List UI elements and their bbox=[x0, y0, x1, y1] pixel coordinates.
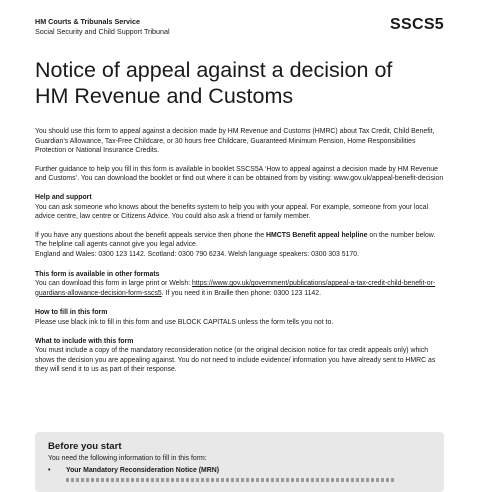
help-heading: Help and support bbox=[35, 193, 92, 201]
help-paragraph-1: You can ask someone who knows about the benefits system to help you with your appeal. For example, someone from your local advice centre, law centre or Citizens Advice. You could also ask a friend or family member. bbox=[35, 203, 429, 221]
help-p2-post: on the number below. The helpline call agents cannot give you legal advice. bbox=[35, 231, 436, 249]
fill-text: Please use black ink to fill in this form and use BLOCK CAPITALS unless the form tells you not to. bbox=[35, 318, 334, 326]
formats-link[interactable]: https://www.gov.uk/government/publications/appeal-a-tax-credit-child-benefit-or-guardians-allowance-decision-form-sscs5 bbox=[35, 280, 436, 297]
intro-paragraph-1: You should use this form to appeal against a decision made by HM Revenue and Customs (HMRC) about Tax Credit, Child Benefit, Guardian’s Allowance, Tax-Free Childcare, or 30 hours free Childcare, Guaranteed Minimum Pension, Home Responsibilities Protection or National Insurance Credits. bbox=[35, 128, 435, 155]
helpline-name: HMCTS Benefit appeal helpline bbox=[266, 231, 368, 239]
header-org bbox=[35, 17, 170, 37]
title-line-2: HM Revenue and Customs bbox=[35, 84, 294, 108]
tribunal-name: Social Security and Child Support Tribunal bbox=[35, 27, 170, 36]
page-title bbox=[35, 57, 455, 109]
formats-pre: You can download this form in large print or Welsh: bbox=[35, 280, 193, 288]
include-text: You must include a copy of the mandatory reconsideration notice (or the original decision notice for tax credit appeals only) which shows the decision you are appealing against. You do not need to include evidence/ information you have already sent to HMRC as they will send it to us as part of their response. bbox=[35, 347, 436, 374]
before-intro: You need the following information to fill in this form: bbox=[48, 455, 207, 462]
org-name: HM Courts & Tribunals Service bbox=[35, 17, 141, 26]
form-guidance bbox=[35, 127, 445, 384]
intro-paragraph-2: Further guidance to help you fill in this form is available in booklet SSCS5A ‘How to appeal against a decision made by HM Revenue and Customs’. You can download the booklet or find out where it can be obtained from by visiting: www.gov.uk/appeal-benefit-decision bbox=[35, 165, 444, 183]
helpline-phones: England and Wales: 0300 123 1142. Scotland: 0300 790 6234. Welsh language speakers: 0300 303 5170. bbox=[35, 250, 359, 258]
help-paragraph-2 bbox=[35, 231, 445, 260]
formats-post: . If you need it in Braille then phone: 0300 123 1142. bbox=[161, 289, 322, 297]
before-item-1 bbox=[48, 467, 219, 474]
before-you-start-box bbox=[35, 432, 444, 492]
form-code: SSCS5 bbox=[390, 16, 444, 33]
bullet-icon: • bbox=[48, 467, 51, 474]
before-heading: Before you start bbox=[48, 441, 122, 452]
before-item-1-label: Your Mandatory Reconsideration Notice (MRN) bbox=[66, 467, 220, 474]
title-line-1: Notice of appeal against a decision of bbox=[35, 58, 393, 82]
formats-paragraph bbox=[35, 279, 445, 298]
formats-heading: This form is available in other formats bbox=[35, 270, 160, 278]
fill-heading: How to fill in this form bbox=[35, 309, 108, 317]
cut-off-text-line bbox=[66, 478, 396, 482]
help-p2-pre: If you have any questions about the benefit appeals service then phone the bbox=[35, 231, 267, 239]
include-heading: What to include with this form bbox=[35, 337, 134, 345]
